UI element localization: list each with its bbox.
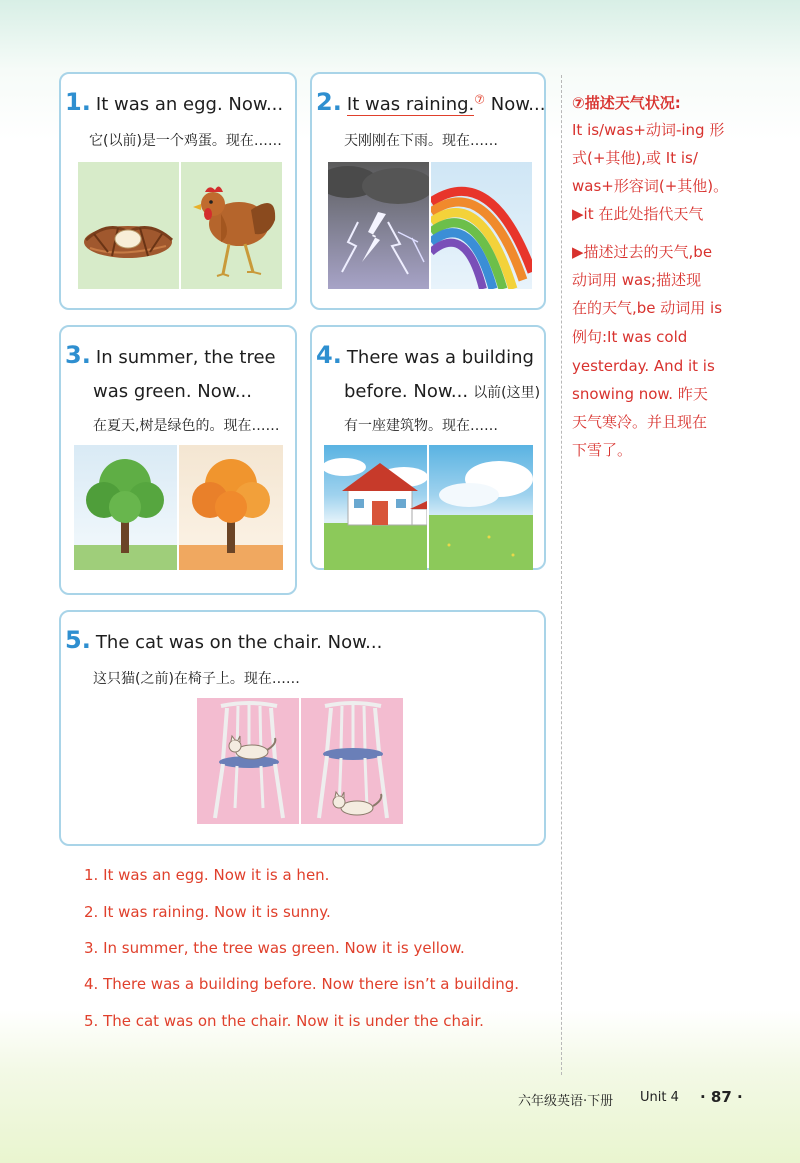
item-chinese: 这只猫(之前)在椅子上。现在…… xyxy=(93,671,300,687)
rainbow-picture xyxy=(431,162,532,289)
note-line: 例句:It was cold xyxy=(572,328,688,346)
item-number: 5. xyxy=(65,626,91,654)
green-tree-picture xyxy=(74,445,177,570)
page-number: · 87 · xyxy=(700,1088,743,1106)
house-picture xyxy=(324,445,427,570)
item-card-4 xyxy=(310,325,546,570)
answer-line: 1. It was an egg. Now it is a hen. xyxy=(84,866,330,884)
item-number: 1. xyxy=(65,88,91,116)
item-number: 3. xyxy=(65,341,91,369)
item-card-1 xyxy=(59,72,297,310)
item-card-5 xyxy=(59,610,546,846)
note-line: 天气寒冷。并且现在 xyxy=(572,413,708,431)
item-english-line2: was green. Now... xyxy=(93,381,252,402)
item-english: It was an egg. Now... xyxy=(95,94,284,115)
item-chinese: 在夏天,树是绿色的。现在…… xyxy=(93,418,280,434)
note-line: was+形容词(+其他)。 xyxy=(572,177,729,195)
answer-line: 5. The cat was on the chair. Now it is under the chair. xyxy=(84,1012,484,1030)
item-number: 2. xyxy=(316,88,342,116)
note-line: 动词用 was;描述现 xyxy=(572,271,702,289)
item-chinese-inline: 以前(这里) xyxy=(473,385,541,401)
note-line: yesterday. And it is xyxy=(572,357,715,375)
note-line: ▶描述过去的天气,be xyxy=(572,243,713,261)
item-card-3 xyxy=(59,325,297,595)
item-card-2 xyxy=(310,72,546,310)
yellow-tree-picture xyxy=(179,445,283,570)
note-line: snowing now. 昨天 xyxy=(572,385,708,403)
footer-book-title: 六年级英语·下册 xyxy=(518,1094,614,1109)
hen-picture xyxy=(181,162,282,289)
item-chinese: 天刚刚在下雨。现在…… xyxy=(344,133,498,149)
item-english: It was raining. xyxy=(346,94,475,115)
note-marker: ⑦ xyxy=(474,92,486,107)
answer-line: 2. It was raining. Now it is sunny. xyxy=(84,903,331,921)
footer-unit: Unit 4 xyxy=(640,1090,679,1105)
cat-under-chair-picture xyxy=(301,698,403,824)
answer-line: 3. In summer, the tree was green. Now it is yellow. xyxy=(84,939,465,957)
item-english: There was a building xyxy=(346,347,534,368)
item-english: The cat was on the chair. Now... xyxy=(95,632,383,653)
note-line: 式(+其他),或 It is/ xyxy=(572,149,698,167)
item-english-line2: before. Now... xyxy=(344,381,469,402)
note-line: 在的天气,be 动词用 is xyxy=(572,299,723,317)
note-title: ⑦描述天气状况: xyxy=(572,94,681,112)
column-divider xyxy=(561,75,562,1075)
note-line: It is/was+动词-ing 形 xyxy=(572,121,725,139)
item-english-tail: Now... xyxy=(485,94,546,115)
item-chinese: 它(以前)是一个鸡蛋。现在…… xyxy=(89,133,282,149)
item-chinese: 有一座建筑物。现在…… xyxy=(344,418,498,434)
cat-on-chair-picture xyxy=(197,698,299,824)
note-line: 下雪了。 xyxy=(572,441,633,459)
egg-nest-picture xyxy=(78,162,179,289)
item-number: 4. xyxy=(316,341,342,369)
note-line: ▶it 在此处指代天气 xyxy=(572,205,704,223)
answer-line: 4. There was a building before. Now there isn’t a building. xyxy=(84,975,520,993)
storm-picture xyxy=(328,162,429,289)
item-english: In summer, the tree xyxy=(95,347,276,368)
empty-field-picture xyxy=(429,445,533,570)
